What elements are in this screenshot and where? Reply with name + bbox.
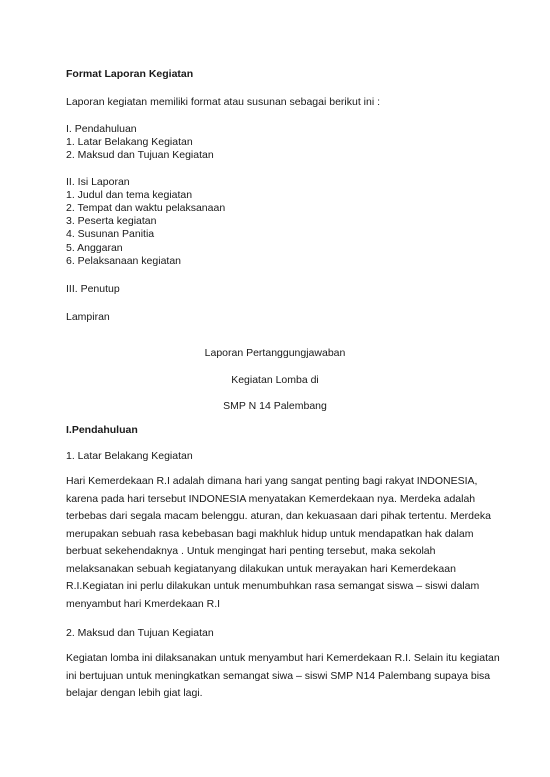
sub1-paragraph-line: R.I.Kegiatan ini perlu dilakukan untuk menumbuhkan rasa semangat siswa – siswi dalam [66,580,480,592]
outline-heading: Format Laporan Kegiatan [66,68,194,80]
report-title-line: Kegiatan Lomba di [231,374,319,386]
sub1-paragraph-line: merupakan sebuah rasa kebebasan bagi makhluk hidup untuk mendapatkan hak dalam [66,528,474,540]
outline-section2-title: II. Isi Laporan [66,176,130,188]
outline-section2-item: 6. Pelaksanaan kegiatan [66,255,182,267]
outline-section2-item: 5. Anggaran [66,242,123,254]
sub1-paragraph-line: Hari Kemerdekaan R.I adalah dimana hari yang sangat penting bagi rakyat INDONESIA, [66,475,478,487]
outline-section2-item: 3. Peserta kegiatan [66,215,157,227]
outline-section1-title: I. Pendahuluan [66,123,137,135]
sub1-paragraph-line: berbuat sekehendaknya . Untuk mengingat hari penting tersebut, maka sekolah [66,545,436,557]
outline-section2-item: 2. Tempat dan waktu pelaksanaan [66,202,226,214]
sub2-paragraph-line: ini bertujuan untuk meningkatkan semangat siwa – siswi SMP N14 Palembang supaya bisa [66,670,491,682]
sub1-paragraph-line: menyambut hari Kmerdekaan R.I [66,598,221,610]
sub1-heading: 1. Latar Belakang Kegiatan [66,450,193,462]
sub1-paragraph-line: melaksanakan sebuah kegiatanyang dilakukan untuk merayakan hari Kemerdekaan [66,563,456,575]
report-title-line: SMP N 14 Palembang [223,400,327,412]
sub2-heading: 2. Maksud dan Tujuan Kegiatan [66,627,214,639]
report-section-heading: I.Pendahuluan [66,424,138,436]
outline-section1-item: 1. Latar Belakang Kegiatan [66,136,193,148]
sub2-paragraph-line: Kegiatan lomba ini dilaksanakan untuk menyambut hari Kemerdekaan R.I. Selain itu kegiatan [66,652,500,664]
sub2-paragraph-line: belajar dengan lebih giat lagi. [66,687,203,699]
outline-section2-item: 1. Judul dan tema kegiatan [66,189,193,201]
outline-section3-title: III. Penutup [66,283,120,295]
outline-intro: Laporan kegiatan memiliki format atau susunan sebagai berikut ini : [66,96,381,108]
outline-section1-item: 2. Maksud dan Tujuan Kegiatan [66,149,214,161]
outline-lampiran: Lampiran [66,311,110,323]
outline-section2-item: 4. Susunan Panitia [66,228,155,240]
sub1-paragraph-line: terbebas dari segala macam belenggu. aturan, dan kekuasaan dari pihak tertentu. Merdeka [66,510,491,522]
report-title-line: Laporan Pertanggungjawaban [204,347,346,359]
sub1-paragraph-line: karena pada hari tersebut INDONESIA menyatakan Kemerdekaan nya. Merdeka adalah [66,493,476,505]
